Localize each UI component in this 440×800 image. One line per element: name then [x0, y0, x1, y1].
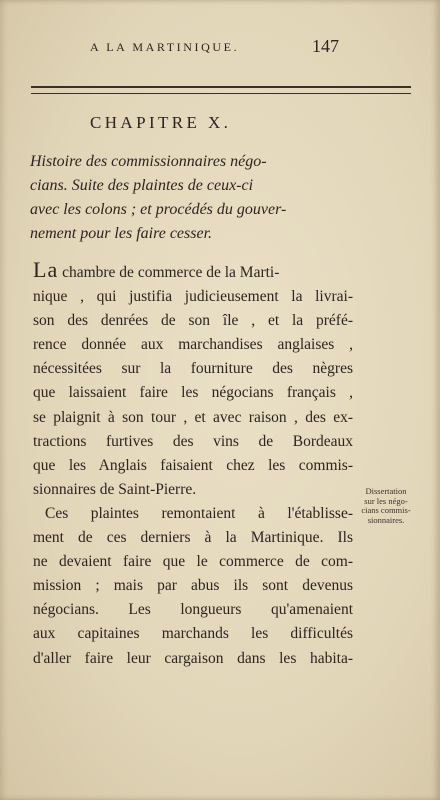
- header-rule-thick: [31, 86, 411, 88]
- body-line: mission ; mais par abus ils sont devenus: [33, 577, 353, 595]
- body-line: que laissaient faire les négocians français ,: [33, 384, 353, 402]
- body-line: négocians. Les longueurs qu'amenaient: [33, 601, 353, 619]
- summary-line: cians. Suite des plaintes de ceux-ci: [30, 177, 254, 194]
- margin-note-line: cians commis-: [361, 505, 411, 515]
- margin-note: [355, 487, 417, 525]
- body-line: aux capitaines marchands les difficultés: [33, 625, 353, 643]
- summary-line: nement pour les faire cesser.: [30, 225, 213, 242]
- chapter-title: CHAPITRE X.: [90, 113, 232, 132]
- body-line: son des denrées de son île , et la préfé-: [33, 312, 353, 330]
- body-line: que les Anglais faisaient chez les commis-: [33, 456, 353, 474]
- body-line: tractions furtives des vins de Bordeaux: [33, 432, 353, 450]
- body-line: ment de ces derniers à la Martinique. Ils: [33, 529, 353, 547]
- body-line: Ces plaintes remontaient à l'établisse-: [45, 504, 353, 522]
- body-text: [33, 258, 353, 671]
- body-line: ne devaient faire que le commerce de com-: [33, 553, 353, 571]
- body-line: nique , qui justifia judicieusement la livrai-: [33, 288, 353, 306]
- margin-note-line: sionnaires.: [367, 514, 405, 525]
- body-line: d'aller faire leur cargaison dans les habita-: [33, 649, 353, 667]
- body-line: [33, 258, 353, 285]
- running-head: A LA MARTINIQUE.: [90, 40, 240, 54]
- header-rule-thin: [31, 93, 411, 94]
- summary-line: avec les colons ; et procédés du gouver-: [30, 201, 287, 218]
- first-line-rest: chambre de commerce de la Marti-: [58, 264, 280, 281]
- body-line: sionnaires de Saint-Pierre.: [33, 480, 197, 498]
- margin-note-line: Dissertation: [365, 486, 407, 496]
- body-line: nécessitées sur la fourniture des nègres: [33, 360, 353, 378]
- page-number: 147: [312, 36, 339, 56]
- chapter-summary: [30, 150, 385, 246]
- summary-line: Histoire des commissionnaires négo-: [30, 153, 267, 170]
- drop-initial: La: [33, 257, 59, 282]
- body-line: se plaignit à son tour , et avec raison , des ex-: [33, 408, 353, 426]
- body-line: rence donnée aux marchandises anglaises ,: [33, 336, 353, 354]
- margin-note-line: sur les négo-: [364, 495, 408, 506]
